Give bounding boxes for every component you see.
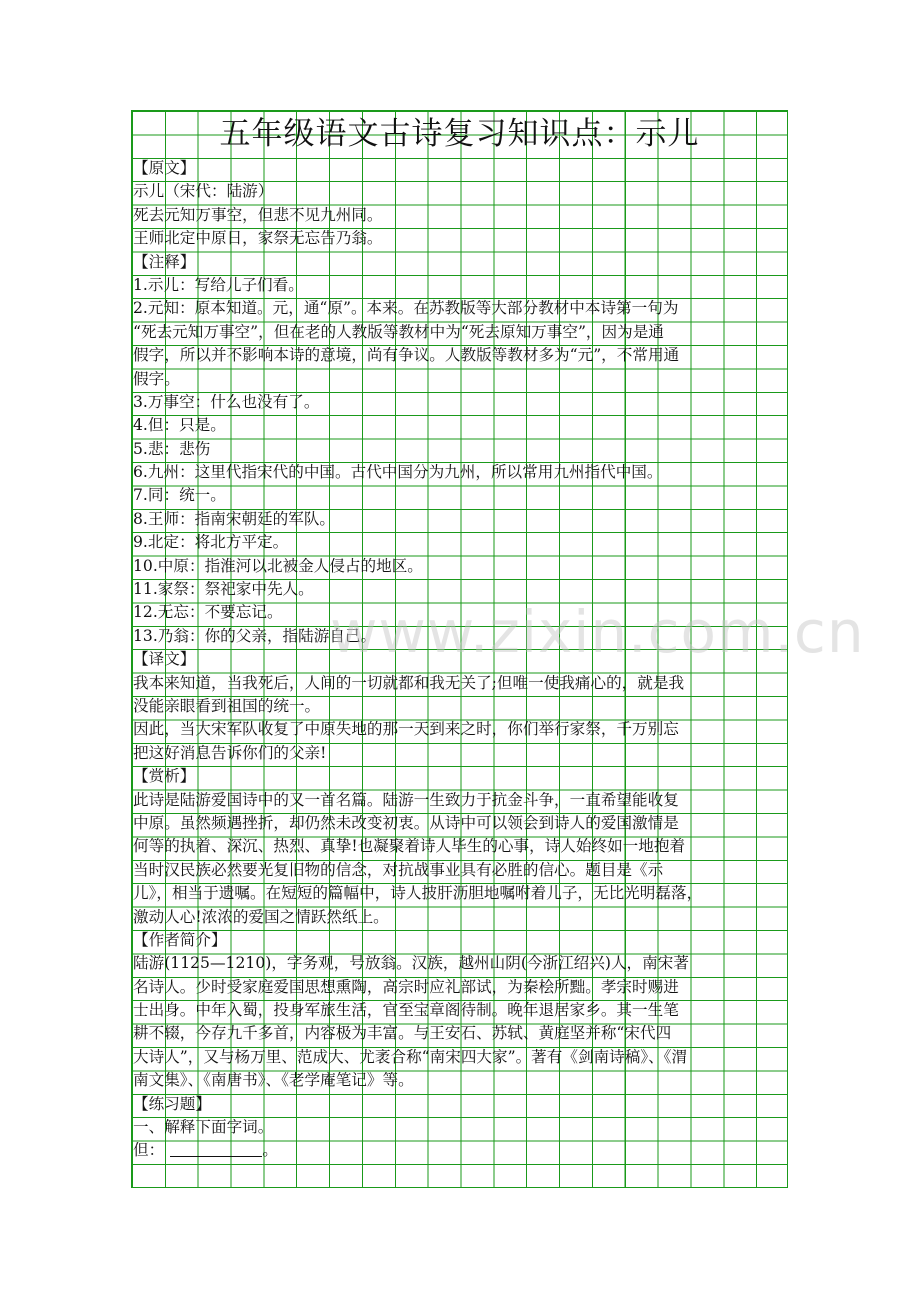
text-line: 王师北定中原日，家祭无忘告乃翁。 xyxy=(133,229,383,248)
text-line: 【注释】 xyxy=(133,252,196,271)
text-line: 6.九州：这里代指宋代的中国。古代中国分为九州，所以常用九州指代中国。 xyxy=(133,463,663,482)
text-line: “死去元知万事空”，但在老的人教版等教材中为“死去原知万事空”，因为是通 xyxy=(133,322,664,341)
text-line: 假字，所以并不影响本诗的意境，尚有争议。人教版等教材多为“元”，不常用通 xyxy=(133,346,680,365)
text-line: 我本来知道，当我死后，人间的一切就都和我无关了;但唯一使我痛心的，就是我 xyxy=(133,673,685,692)
text-line: 死去元知万事空，但悲不见九州同。 xyxy=(133,205,383,224)
text-line: 【译文】 xyxy=(133,650,196,669)
text-line: 12.无忘：不要忘记。 xyxy=(133,603,283,622)
document-body xyxy=(132,157,865,1139)
text-line: 此诗是陆游爱国诗中的又一首名篇。陆游一生致力于抗金斗争，一直希望能收复 xyxy=(133,790,679,809)
text-line: 何等的执着、深沉、热烈、真挚!也凝聚着诗人毕生的心事，诗人始终如一地抱着 xyxy=(133,837,686,856)
text-line: 士出身。中年入蜀，投身军旅生活，官至宝章阁待制。晚年退居家乡。其一生笔 xyxy=(133,1001,679,1020)
answer-blank[interactable] xyxy=(170,1142,262,1157)
text-line: 4.但：只是。 xyxy=(133,416,226,435)
grid-paper-sheet xyxy=(131,110,865,1188)
exercise-prefix: 但： xyxy=(133,1141,165,1160)
text-line: 2.元知：原本知道。元，通“原”。本来。在苏教版等大部分教材中本诗第一句为 xyxy=(133,299,679,318)
text-line: 陆游(1125—1210)，字务观，号放翁。汉族，越州山阴(今浙江绍兴)人，南宋著 xyxy=(133,954,689,973)
exercise-suffix: 。 xyxy=(262,1141,278,1160)
text-line: 13.乃翁：你的父亲，指陆游自己。 xyxy=(133,626,377,645)
text-line: 【练习题】 xyxy=(133,1094,211,1113)
text-line: 7.同：统一。 xyxy=(133,486,226,505)
text-line: 【赏析】 xyxy=(133,767,196,786)
text-line: 【原文】 xyxy=(133,159,196,177)
exercise-line xyxy=(132,1139,787,1162)
text-line: 名诗人。少时受家庭爱国思想熏陶，高宗时应礼部试，为秦桧所黜。孝宗时赐进 xyxy=(133,977,679,996)
text-line: 大诗人”，又与杨万里、范成大、尤袤合称“南宋四大家”。著有《剑南诗稿》、《渭 xyxy=(133,1047,688,1066)
text-line: 一、解释下面字词。 xyxy=(133,1118,274,1137)
text-line: 3.万事空：什么也没有了。 xyxy=(133,392,320,411)
watermark-text: www.zixin.com.cn xyxy=(330,598,865,666)
text-line: 示儿（宋代：陆游） xyxy=(133,182,274,201)
text-line: 激动人心!浓浓的爱国之情跃然纸上。 xyxy=(133,907,389,926)
text-line: 【作者简介】 xyxy=(133,930,227,949)
text-line: 中原。虽然频遇挫折，却仍然未改变初衷。从诗中可以领会到诗人的爱国激情是 xyxy=(133,813,679,832)
text-line: 儿》，相当于遗嘱。在短短的篇幅中，诗人披肝沥胆地嘱咐着儿子，无比光明磊落， xyxy=(133,884,703,903)
text-line: 假字。 xyxy=(133,369,180,388)
text-line: 5.悲：悲伤 xyxy=(133,439,211,458)
text-line: 10.中原：指淮河以北被金人侵占的地区。 xyxy=(133,556,423,575)
text-line: 因此，当大宋军队收复了中原失地的那一天到来之时，你们举行家祭，千万别忘 xyxy=(133,720,679,739)
text-line: 南文集》、《南唐书》、《老学庵笔记》等。 xyxy=(133,1071,414,1090)
text-line: 9.北定：将北方平定。 xyxy=(133,533,289,552)
text-line: 11.家祭：祭祀家中先人。 xyxy=(133,580,314,599)
text-line: 没能亲眼看到祖国的统一。 xyxy=(133,696,321,715)
text-line: 把这好消息告诉你们的父亲! xyxy=(133,743,327,762)
text-line: 当时汉民族必然要光复旧物的信念，对抗战事业具有必胜的信心。题目是《示 xyxy=(133,860,664,879)
text-line: 1.示儿：写给儿子们看。 xyxy=(133,275,304,294)
text-line: 8.王师：指南宋朝廷的军队。 xyxy=(133,509,336,528)
page-title: 五年级语文古诗复习知识点：示儿 xyxy=(219,116,700,152)
text-line: 耕不辍，今存九千多首，内容极为丰富。与王安石、苏轼、黄庭坚并称“宋代四 xyxy=(133,1024,672,1043)
